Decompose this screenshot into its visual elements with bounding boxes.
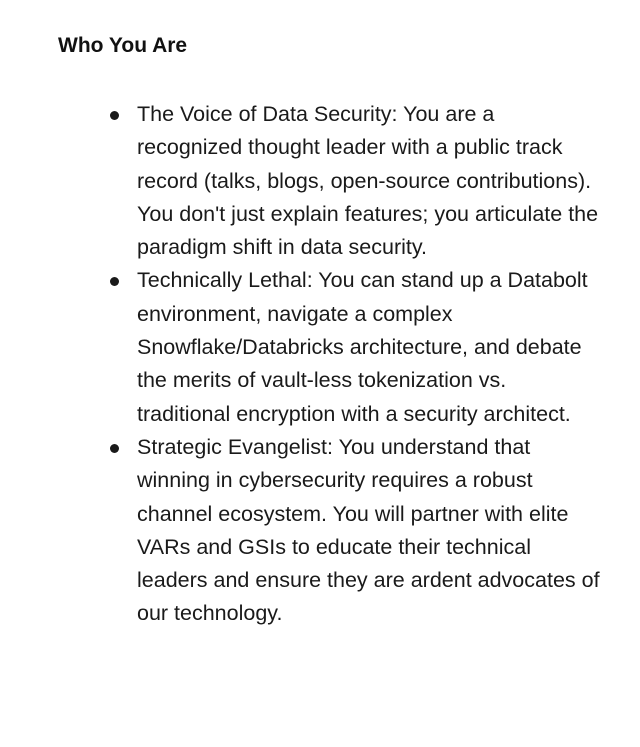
list-item-text: Technically Lethal: You can stand up a Databolt environment, navigate a complex Snowflake/Databricks architecture, and debate the merits of vault-less tokenization vs. traditional encryption with a security architect. bbox=[137, 268, 588, 426]
bullet-list bbox=[0, 98, 640, 631]
bullet-icon bbox=[110, 111, 119, 120]
list-item-text: The Voice of Data Security: You are a recognized thought leader with a public track record (talks, blogs, open-source contributions). You don't just explain features; you articulate the paradigm shift in data security. bbox=[137, 102, 599, 260]
list-item bbox=[0, 431, 640, 631]
section-heading: Who You Are bbox=[58, 34, 188, 57]
list-item bbox=[0, 98, 640, 264]
bullet-icon bbox=[110, 277, 119, 286]
list-item bbox=[0, 264, 640, 430]
list-item-text: Strategic Evangelist: You understand that winning in cybersecurity requires a robust channel ecosystem. You will partner with elite VARs and GSIs to educate their technical leaders and ensure they are ardent advocates of our technology. bbox=[137, 434, 600, 626]
bullet-icon bbox=[110, 444, 119, 453]
